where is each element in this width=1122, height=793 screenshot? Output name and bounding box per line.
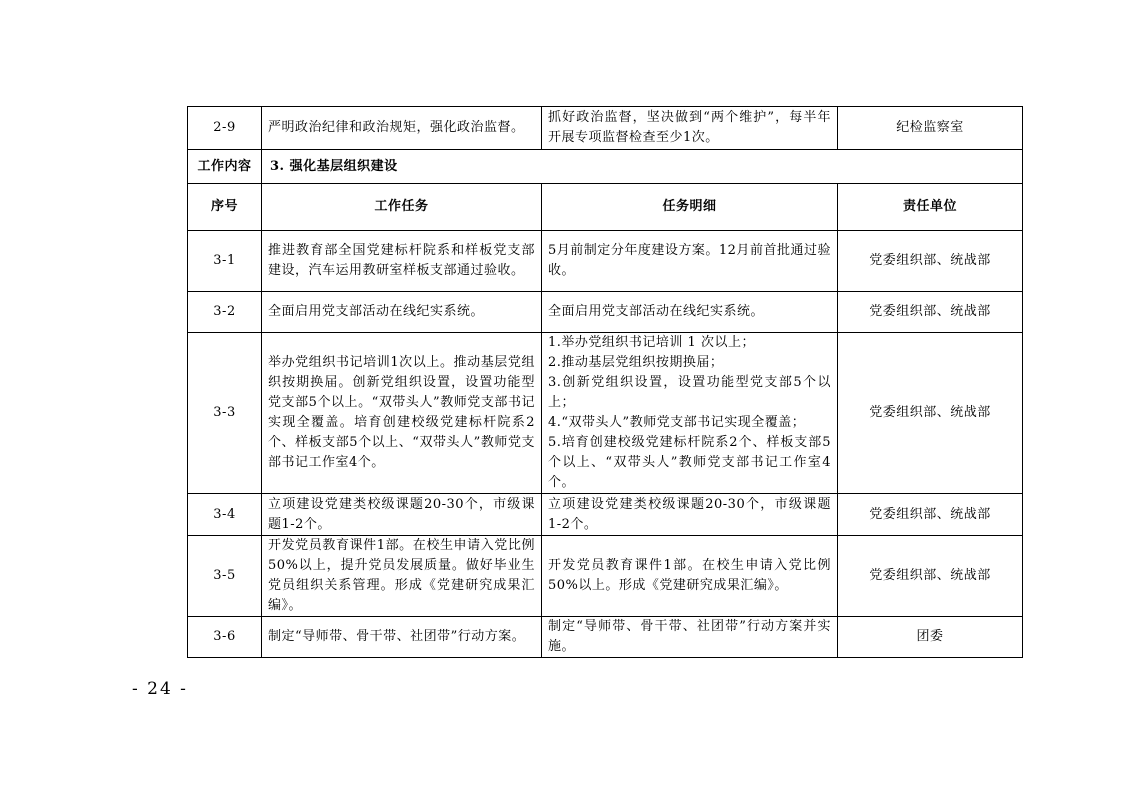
table-row (188, 292, 1023, 333)
row-detail: 抓好政治监督，坚决做到“两个维护”，每半年开展专项监督检查至少1次。 (542, 107, 838, 150)
row-task: 严明政治纪律和政治规矩，强化政治监督。 (262, 107, 542, 150)
page-number: - 24 - (132, 679, 188, 699)
row-unit: 党委组织部、统战部 (838, 231, 1023, 292)
table-row (188, 494, 1023, 536)
row-seq: 3-2 (188, 292, 262, 333)
header-seq: 序号 (188, 184, 262, 231)
row-unit: 党委组织部、统战部 (838, 292, 1023, 333)
header-task: 工作任务 (262, 184, 542, 231)
row-seq: 3-3 (188, 333, 262, 494)
row-unit: 纪检监察室 (838, 107, 1023, 150)
table-row (188, 617, 1023, 658)
table-row (188, 333, 1023, 494)
row-task: 举办党组织书记培训1次以上。推动基层党组织按期换届。创新党组织设置，设置功能型党支部5个以上。“双带头人”教师党支部书记实现全覆盖。培育创建校级党建标杆院系2个、样板支部5个以上、“双带头人”教师党支部书记工作室4个。 (262, 333, 542, 494)
table-row (188, 107, 1023, 150)
table-row (188, 231, 1023, 292)
row-unit: 党委组织部、统战部 (838, 494, 1023, 536)
row-seq: 2-9 (188, 107, 262, 150)
row-seq: 3-1 (188, 231, 262, 292)
row-task: 全面启用党支部活动在线纪实系统。 (262, 292, 542, 333)
row-task: 开发党员教育课件1部。在校生申请入党比例50%以上，提升党员发展质量。做好毕业生党员组织关系管理。形成《党建研究成果汇编》。 (262, 536, 542, 617)
row-detail: 制定“导师带、骨干带、社团带”行动方案并实施。 (542, 617, 838, 658)
table-row (188, 536, 1023, 617)
row-seq: 3-5 (188, 536, 262, 617)
header-unit: 责任单位 (838, 184, 1023, 231)
row-unit: 团委 (838, 617, 1023, 658)
work-plan-table (187, 106, 1023, 658)
row-seq: 3-6 (188, 617, 262, 658)
row-detail: 开发党员教育课件1部。在校生申请入党比例50%以上。形成《党建研究成果汇编》。 (542, 536, 838, 617)
section-title: 3. 强化基层组织建设 (262, 150, 1023, 184)
row-detail: 5月前制定分年度建设方案。12月前首批通过验收。 (542, 231, 838, 292)
row-seq: 3-4 (188, 494, 262, 536)
row-detail: 1.举办党组织书记培训 1 次以上； 2.推动基层党组织按期换届； 3.创新党组织设置，设置功能型党支部5个以上； 4.“双带头人”教师党支部书记实现全覆盖； 5.培育创建校级党建标杆院系2个、样板支部5个以上、“双带头人”教师党支部书记工作室4个。 (542, 333, 838, 494)
section-row (188, 150, 1023, 184)
row-task: 立项建设党建类校级课题20-30个，市级课题1-2个。 (262, 494, 542, 536)
row-task: 推进教育部全国党建标杆院系和样板党支部建设，汽车运用教研室样板支部通过验收。 (262, 231, 542, 292)
header-detail: 任务明细 (542, 184, 838, 231)
header-row (188, 184, 1023, 231)
row-task: 制定“导师带、骨干带、社团带”行动方案。 (262, 617, 542, 658)
row-detail: 立项建设党建类校级课题20-30个，市级课题1-2个。 (542, 494, 838, 536)
row-detail: 全面启用党支部活动在线纪实系统。 (542, 292, 838, 333)
row-unit: 党委组织部、统战部 (838, 536, 1023, 617)
section-label: 工作内容 (188, 150, 262, 184)
row-unit: 党委组织部、统战部 (838, 333, 1023, 494)
